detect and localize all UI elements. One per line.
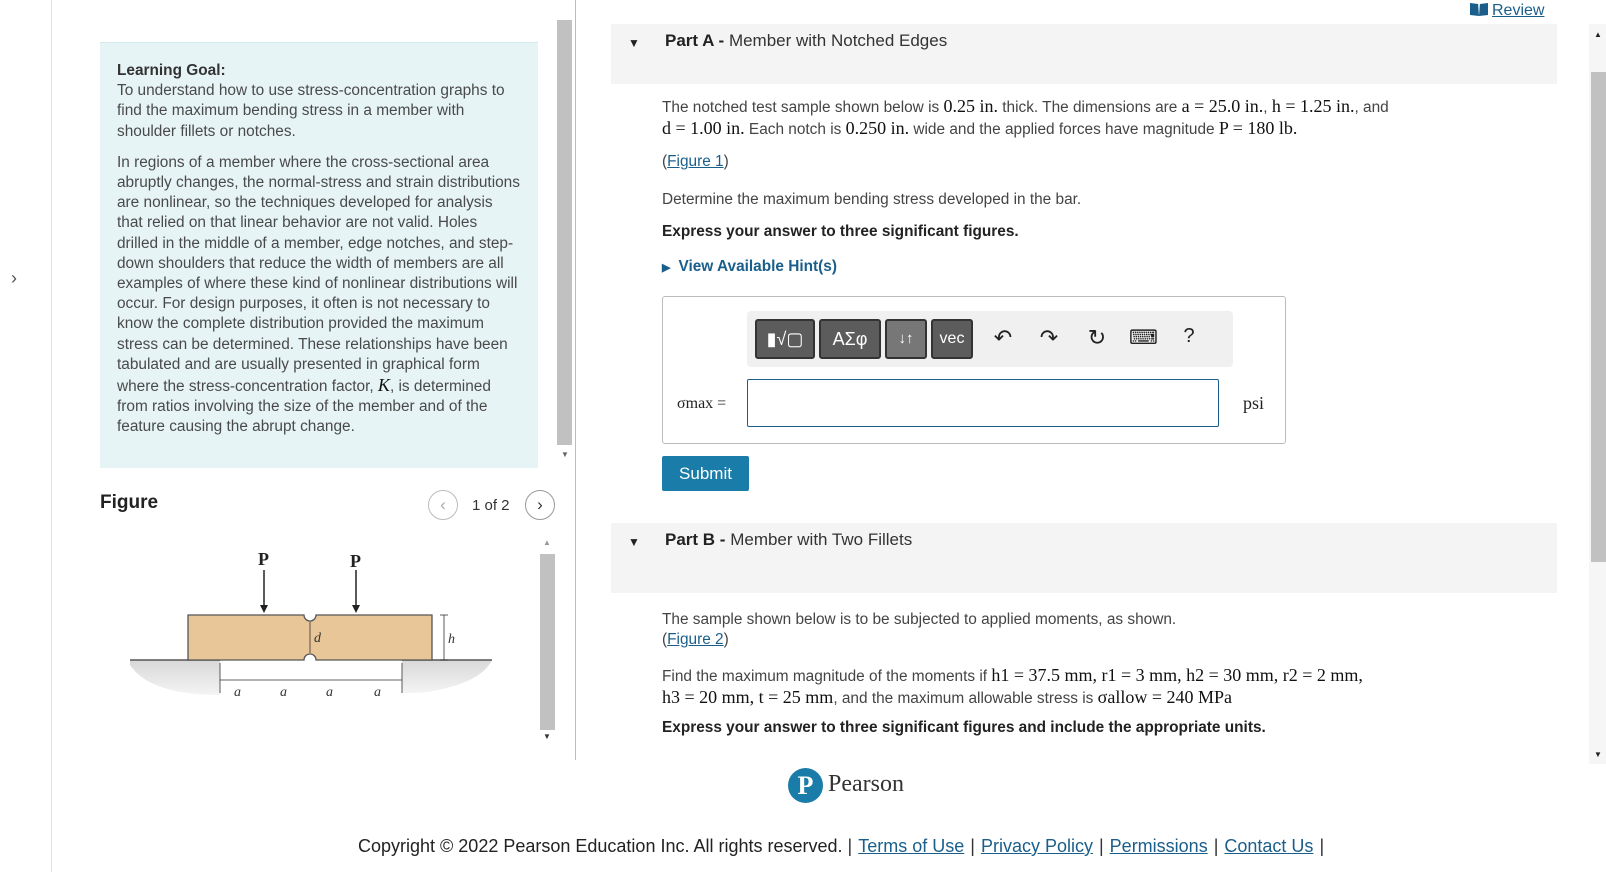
force-label-left: P: [258, 549, 269, 569]
prev-figure-button[interactable]: ‹: [428, 490, 458, 520]
help-icon[interactable]: ?: [1183, 325, 1195, 347]
learning-goal-body-text: In regions of a member where the cross-sectional area abruptly changes, the normal-stress and strain distributions are nonlinear, so the techniques developed for analysis that relied on that linear behavior are not valid. Holes drilled in the middle of a member, edge notches, and step-down shoulders that reduce the width of members are all examples of where these kind of nonlinear distributions will occur. For design purposes, it often is not necessary to know the complete distribution provided the maximum stress can be determined. These relationships have been tabulated and are usually presented in graphical form where the stress-concentration factor,: [117, 153, 520, 396]
part-b-header[interactable]: [611, 523, 1557, 593]
answer-box: [662, 296, 1286, 444]
left-support: [130, 660, 220, 695]
figure-1-link[interactable]: Figure 1: [667, 153, 724, 170]
arrows-button[interactable]: ↓↑: [885, 319, 927, 359]
sigma-max-label: σmax =: [677, 395, 727, 412]
next-figure-button[interactable]: ›: [525, 490, 555, 520]
part-b-instruction: Express your answer to three significant figures and include the appropriate units.: [662, 719, 1266, 736]
figure-image: [130, 545, 510, 755]
terms-link[interactable]: Terms of Use: [858, 836, 965, 856]
text: The notched test sample shown below is: [662, 99, 944, 116]
redo-icon[interactable]: ↷: [1039, 325, 1059, 350]
part-b-problem-text: [662, 665, 1462, 709]
contact-link[interactable]: Contact Us: [1224, 836, 1314, 856]
a-value: a = 25.0 in.: [1181, 96, 1264, 116]
sigma-allow-value: σallow = 240 MPa: [1097, 687, 1232, 707]
answer-input[interactable]: [747, 379, 1219, 427]
book-icon: [1470, 3, 1488, 16]
part-b-intro: The sample shown below is to be subjected to applied moments, as shown. (Figure 2): [662, 611, 1177, 648]
panel-divider[interactable]: [575, 0, 576, 760]
a-label-1: a: [234, 685, 241, 700]
submit-button[interactable]: Submit: [662, 456, 749, 491]
force-label-right: P: [350, 551, 361, 571]
thickness-value: 0.25 in.: [943, 96, 998, 116]
part-b-letter: Part B -: [665, 530, 726, 549]
main-scrollbar[interactable]: [1589, 24, 1606, 764]
part-b-intro-text: The sample shown below is to be subjected to applied moments, as shown.: [662, 611, 1177, 628]
keyboard-icon[interactable]: ⌨: [1129, 327, 1158, 349]
footer: Copyright © 2022 Pearson Education Inc. All rights reserved. | Terms of Use | Privacy Policy | Permissions | Contact Us |: [358, 836, 1325, 856]
text: thick. The dimensions are: [997, 99, 1182, 116]
view-hints-button[interactable]: [662, 258, 837, 276]
scroll-down-icon[interactable]: ▼: [543, 732, 551, 741]
a-label-4: a: [374, 685, 381, 700]
collapse-triangle-icon[interactable]: ▼: [628, 36, 640, 50]
chevron-right-icon[interactable]: ›: [11, 268, 17, 288]
learning-goal-intro: To understand how to use stress-concentration graphs to find the maximum bending stress in a member with shoulder fillets or notches.: [117, 82, 505, 140]
learning-goal-body-tail: , is determined from ratios involving the size of the member and of the feature causing the abrupt change.: [117, 378, 491, 436]
notch-width-value: 0.250 in.: [845, 118, 910, 138]
left-scrollbar[interactable]: [555, 20, 574, 465]
text: Find the maximum magnitude of the moments if: [662, 668, 992, 685]
reset-icon[interactable]: ↻: [1087, 325, 1107, 350]
k-symbol: K: [377, 375, 390, 396]
scroll-thumb[interactable]: [1591, 72, 1606, 562]
p-value: P = 180 lb.: [1218, 118, 1298, 138]
learning-goal-body: [117, 153, 522, 438]
learning-goal-title: Learning Goal:: [117, 62, 226, 79]
figure-scrollbar[interactable]: [539, 538, 556, 746]
text: , and: [1354, 99, 1389, 116]
part-a-header[interactable]: [611, 24, 1557, 84]
undo-icon[interactable]: ↶: [993, 325, 1013, 350]
part-a-title: Member with Notched Edges: [728, 31, 948, 50]
dimension-values: h1 = 37.5 mm, r1 = 3 mm, h2 = 30 mm, r2 = 2 mm,: [991, 665, 1363, 685]
left-rail: [0, 0, 52, 872]
scroll-thumb[interactable]: [557, 20, 572, 445]
a-label-3: a: [326, 685, 333, 700]
d-label: d: [314, 631, 321, 646]
learning-goal-panel: [100, 42, 538, 468]
collapse-triangle-icon[interactable]: ▼: [628, 535, 640, 549]
right-support: [402, 660, 492, 693]
permissions-link[interactable]: Permissions: [1109, 836, 1208, 856]
scroll-down-icon[interactable]: ▼: [1594, 750, 1602, 759]
text: Each notch is: [744, 121, 846, 138]
pearson-brand: Pearson: [828, 771, 904, 797]
part-a-instruction: Express your answer to three significant figures.: [662, 223, 1019, 240]
expand-triangle-icon: ▶: [662, 262, 671, 274]
part-b-title: Member with Two Fillets: [730, 530, 913, 549]
greek-symbols-button[interactable]: ΑΣφ: [819, 319, 881, 359]
part-a-prompt: Determine the maximum bending stress developed in the bar.: [662, 191, 1082, 208]
figure-header: [100, 492, 560, 524]
scroll-up-icon[interactable]: ▲: [1594, 30, 1602, 39]
notched-bar-diagram: [130, 545, 510, 755]
a-label-2: a: [280, 685, 287, 700]
figure-title: Figure: [100, 492, 159, 513]
figure-2-link[interactable]: Figure 2: [667, 631, 724, 648]
copyright: Copyright © 2022 Pearson Education Inc. All rights reserved.: [358, 836, 843, 856]
d-value: d = 1.00 in.: [662, 118, 745, 138]
math-toolbar: [747, 311, 1233, 367]
part-a-letter: Part A -: [665, 31, 725, 50]
hints-label: View Available Hint(s): [678, 258, 837, 275]
dimension-values-2: h3 = 20 mm, t = 25 mm: [662, 687, 834, 707]
unit-label: psi: [1243, 393, 1265, 413]
h-label: h: [448, 632, 455, 647]
scroll-up-icon[interactable]: ▲: [543, 538, 551, 547]
review-label: Review: [1492, 2, 1545, 19]
templates-button[interactable]: ▮√▢: [755, 319, 815, 359]
figure-counter: 1 of 2: [472, 497, 510, 514]
scroll-thumb[interactable]: [540, 554, 555, 730]
privacy-link[interactable]: Privacy Policy: [980, 836, 1093, 856]
figure-1-link-line: (Figure 1): [662, 153, 729, 170]
pearson-mark-icon: P: [788, 768, 823, 803]
text: wide and the applied forces have magnitude: [909, 121, 1219, 138]
part-a-problem-text: The notched test sample shown below is 0.25 in. thick. The dimensions are a = 25.0 in., h = 1.25 in., and d = 1.00 in. Each notch is 0.250 in. wide and the applied forces have magnitude P = 180 lb.: [662, 96, 1389, 138]
text: , and the maximum allowable stress is: [833, 690, 1098, 707]
review-link[interactable]: [1470, 2, 1544, 20]
scroll-down-icon[interactable]: ▼: [561, 450, 569, 459]
vector-button[interactable]: vec: [931, 319, 973, 359]
h-value: h = 1.25 in.: [1271, 96, 1355, 116]
